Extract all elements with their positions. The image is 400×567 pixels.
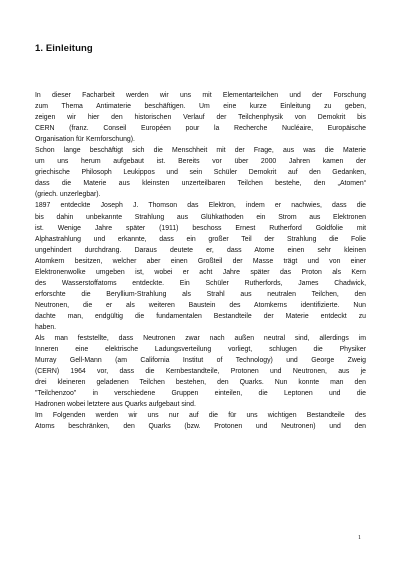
text-line: bis dahin unbekannte Strahlung aus Glühkathoden ein Strom aus Elektronen: [35, 213, 366, 221]
text-line: dachte man, endgültig die fundamentalen Bestandteile der Materie entdeckt zu: [35, 312, 366, 320]
text-line: Organisation für Kernforschung).: [35, 136, 135, 144]
text-line: erforschte die Beryllium-Strahlung als Strahl aus neutralen Teilchen, den: [35, 290, 366, 298]
text-line: In dieser Facharbeit werden wir uns mit Elementarteilchen und der Forschung: [35, 92, 366, 99]
text-line: Atomkern besitzen, welcher aber einen Großteil der Masse trägt und von einer: [35, 257, 366, 265]
text-line: 1897 entdeckte Joseph J. Thomson das Elektron, indem er nachwies, dass die: [35, 202, 366, 210]
text-line: Als man feststellte, dass Neutronen zwar nach außen neutral sind, allerdings im: [35, 335, 366, 343]
text-line: drei kleineren geladenen Teilchen bestehen, den Quarks. Nun konnte man den: [35, 379, 366, 387]
text-line: ungehindert durchdrang. Daraus deutete er, dass Atome einen sehr kleinen: [35, 246, 366, 254]
text-line: zeigen wir hier den historischen Verlauf der Teilchenphysik von Demokrit bis: [35, 114, 366, 122]
page-number: 1: [358, 535, 361, 541]
text-line: CERN (franz. Conseil Européen pour la Recherche Nucléaire, Europäische: [35, 125, 366, 133]
text-line: Hadronen wobei letztere aus Quarks aufgebaut sind.: [35, 401, 196, 409]
text-line: haben.: [35, 323, 57, 331]
text-line: Alphastrahlung und erkannte, dass ein großer Teil der Strahlung die Folie: [35, 235, 366, 243]
text-line: dass die Materie aus kleinsten unzerteilbaren Teilchen bestehe, den „Atomen“: [35, 180, 366, 188]
text-line: Murray Gell-Mann (am California Institut of Technology) und George Zweig: [35, 357, 366, 365]
text-line: Im Folgenden werden wir uns nur auf die für uns wichtigen Bestandteile des: [35, 412, 366, 420]
section-heading: 1. Einleitung: [35, 43, 93, 54]
text-line: "Teilchenzoo" in verschiedene Gruppen einteilen, die Leptonen und die: [35, 390, 366, 398]
text-line: des Wasserstoffatoms entdeckte. Ein Schüler Rutherfords, James Chadwick,: [35, 279, 366, 287]
text-line: zum Thema Antimaterie beschäftigen. Um eine kurze Einleitung zu geben,: [35, 103, 366, 111]
text-line: Neutronen, die er als weiteren Baustein des Atomkerns identifizierte. Nun: [35, 301, 366, 309]
text-line: Schon lange beschäftigt sich die Menschheit mit der Frage, aus was die Materie: [35, 147, 366, 155]
body-text: [35, 90, 366, 432]
text-line: Elektronenwolke umgeben ist, wobei er acht Jahre später das Proton als Kern: [35, 268, 366, 276]
text-line: Inneren eine elektrische Ladungsverteilung vorliegt, schlugen die Physiker: [35, 346, 366, 354]
text-line: um uns herum aufgebaut ist. Bereits vor über 2000 Jahren kamen der: [35, 158, 366, 166]
text-line: ist. Wenige Jahre später (1911) beschoss Ernest Rutherford Goldfolie mit: [35, 224, 366, 232]
text-line: Atoms beschränken, den Quarks (bzw. Protonen und Neutronen) und den: [35, 423, 366, 431]
text-line: (CERN) 1964 vor, dass die Kernbestandteile, Protonen und Neutronen, aus je: [35, 368, 366, 376]
text-line: griechische Philosoph Leukippos und sein Schüler Demokrit auf den Gedanken,: [35, 169, 366, 177]
text-line: (griech. unzerlegbar).: [35, 191, 101, 199]
